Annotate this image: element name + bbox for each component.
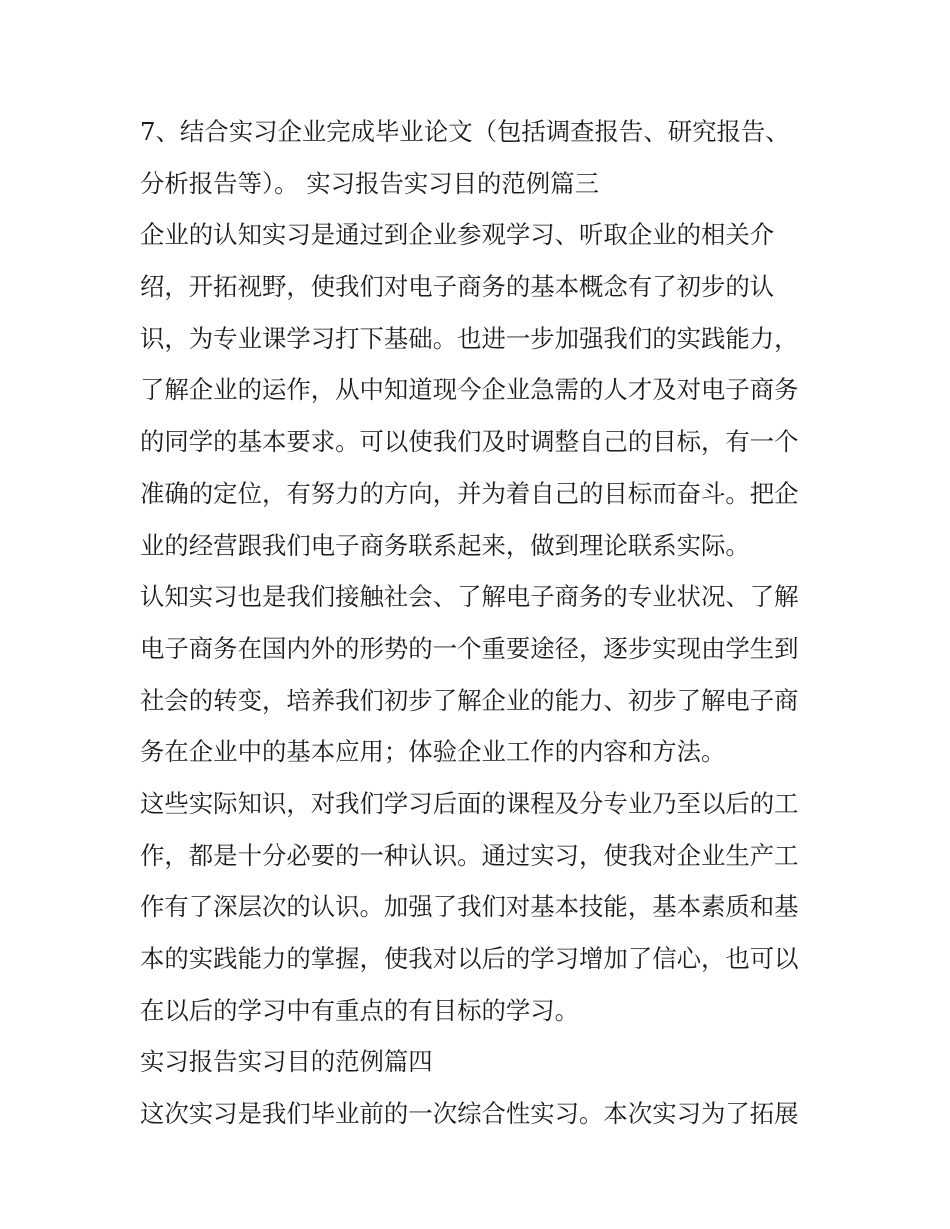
text-line: 在以后的学习中有重点的有目标的学习。 xyxy=(140,995,580,1025)
text-line: 认知实习也是我们接触社会、了解电子商务的专业状况、了解 xyxy=(140,582,799,612)
text-line: 务在企业中的基本应用；体验企业工作的内容和方法。 xyxy=(140,737,726,767)
text-line: 这些实际知识，对我们学习后面的课程及分专业乃至以后的工 xyxy=(140,788,799,818)
text-line: 企业的认知实习是通过到企业参观学习、听取企业的相关介 xyxy=(140,220,775,250)
text-line: 作有了深层次的认识。加强了我们对基本技能，基本素质和基 xyxy=(140,892,799,922)
text-line: 社会的转变，培养我们初步了解企业的能力、初步了解电子商 xyxy=(140,685,799,715)
text-line: 这次实习是我们毕业前的一次综合性实习。本次实习为了拓展 xyxy=(140,1099,799,1129)
text-line: 绍，开拓视野，使我们对电子商务的基本概念有了初步的认 xyxy=(140,272,775,302)
text-line: 本的实践能力的掌握，使我对以后的学习增加了信心，也可以 xyxy=(140,944,799,973)
text-line: 作，都是十分必要的一种认识。通过实习，使我对企业生产工 xyxy=(140,840,799,870)
section-heading: 实习报告实习目的范例篇四 xyxy=(140,1047,433,1077)
text-line: 识，为专业课学习打下基础。也进一步加强我们的实践能力， xyxy=(140,323,799,353)
text-line: 业的经营跟我们电子商务联系起来，做到理论联系实际。 xyxy=(140,530,750,560)
text-line: 的同学的基本要求。可以使我们及时调整自己的目标，有一个 xyxy=(140,427,799,457)
text-line: 了解企业的运作，从中知道现今企业急需的人才及对电子商务 xyxy=(140,375,799,405)
text-line: 准确的定位，有努力的方向，并为着自己的目标而奋斗。把企 xyxy=(140,478,799,508)
document-body xyxy=(140,106,812,1140)
text-line: 7、结合实习企业完成毕业论文（包括调查报告、研究报告、 xyxy=(140,117,790,146)
text-line: 电子商务在国内外的形势的一个重要途径，逐步实现由学生到 xyxy=(140,633,799,663)
text-line: 分析报告等）。 实习报告实习目的范例篇三 xyxy=(140,168,599,198)
